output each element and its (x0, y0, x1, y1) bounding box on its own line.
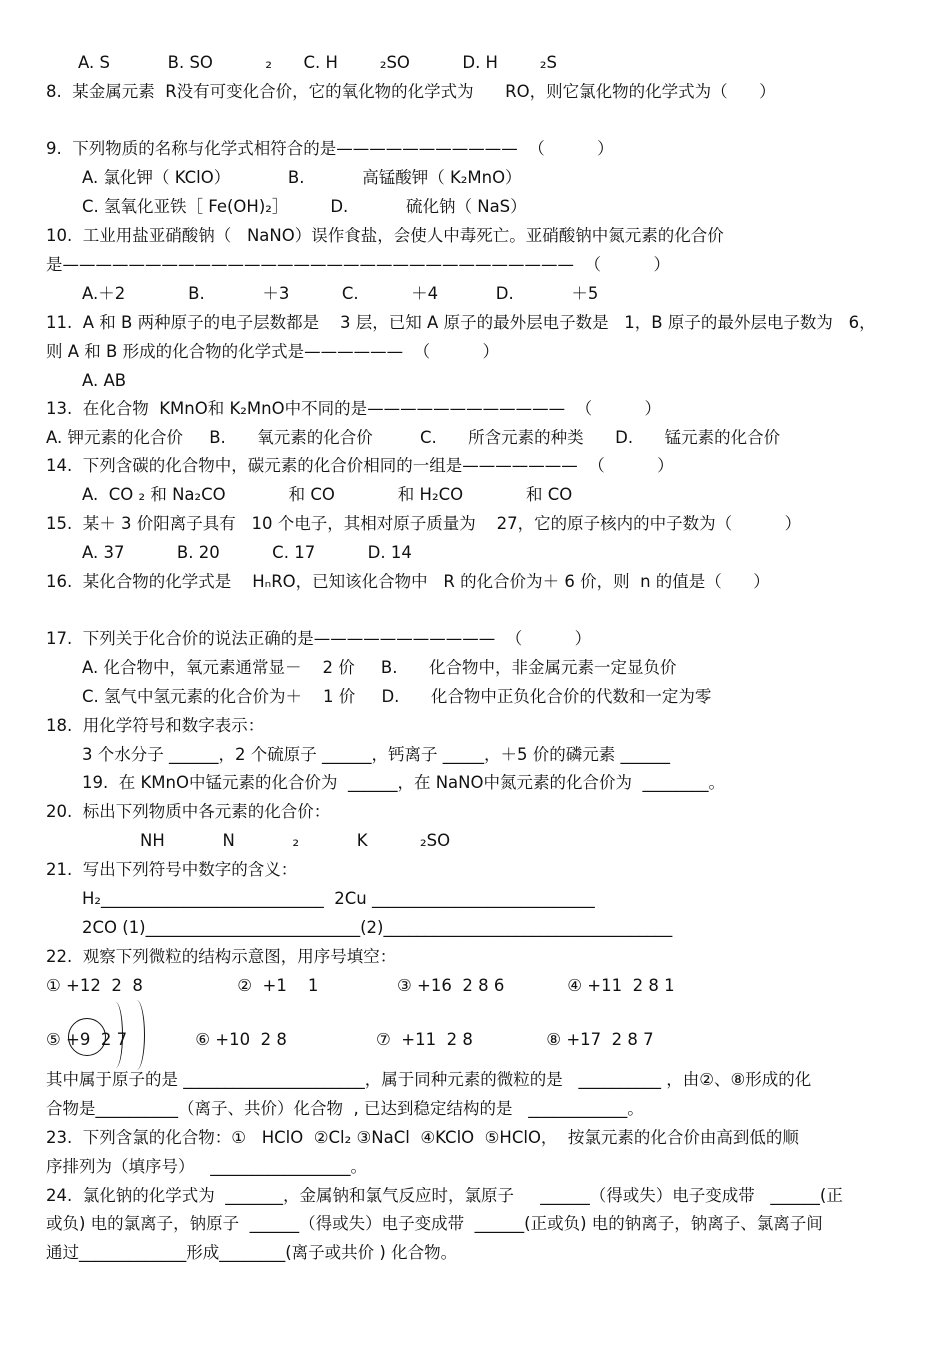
q24-stem: 24. 氯化钠的化学式为 _______，金属钠和氯气反应时，氯原子 ______（得或失）电子变成带 ______(正 (46, 1186, 843, 1205)
q18-blanks: 3 个水分子 ______，2 个硫原子 ______，钙离子 _____，＋5 价的磷元素 ______ (82, 745, 670, 764)
q13-stem: 13. 在化合物 KMnO和 K₂MnO中不同的是———————————— （ ） (46, 399, 662, 418)
q21-stem: 21. 写出下列符号中数字的含义： (46, 860, 298, 879)
q23-stem-cont: 序排列为（填序号） _________________。 (46, 1157, 367, 1176)
q21-line2: 2CO (1)__________________________(2)___________________________________ (82, 918, 673, 937)
q10-stem: 10. 工业用盐亚硝酸钠（ NaNO）误作食盐，会使人中毒死亡。亚硝酸钠中氮元素的化合价 (46, 226, 724, 245)
q23-stem: 23. 下列含氯的化合物：① HClO ②Cl₂ ③NaCl ④KClO ⑤HClO， 按氯元素的化合价由高到低的顺 (46, 1128, 799, 1147)
q22-questions-cont: 合物是__________（离子、共价）化合物 , 已达到稳定结构的是 ____________。 (46, 1099, 644, 1118)
q19-stem: 19. 在 KMnO中锰元素的化合价为 ______，在 NaNO中氮元素的化合价为 ________。 (82, 773, 725, 792)
q9-options-cd: C. 氢氧化亚铁［ Fe(OH)₂］ D. 硫化钠（ NaS） (82, 197, 527, 216)
q22-particles-row2: ⑤ +9 2 7 ⑥ +10 2 8 ⑦ +11 2 8 ⑧ +17 2 8 7 (46, 1030, 654, 1049)
q15-options: A. 37 B. 20 C. 17 D. 14 (82, 543, 412, 562)
q22-stem: 22. 观察下列微粒的结构示意图，用序号填空： (46, 947, 397, 966)
q24-stem-end: 通过_____________形成________(离子或共价 ) 化合物。 (46, 1243, 458, 1262)
q14-options: A. CO ₂ 和 Na₂CO 和 CO 和 H₂CO 和 CO (82, 485, 573, 504)
q17-stem: 17. 下列关于化合价的说法正确的是——————————— （ ） (46, 629, 592, 648)
q17-options-ab: A. 化合物中，氧元素通常显－ 2 价 B. 化合物中，非金属元素一定显负价 (82, 658, 677, 677)
q18-stem: 18. 用化学符号和数字表示： (46, 716, 265, 735)
q21-line1: H₂___________________________ 2Cu ___________________________ (82, 889, 595, 908)
q20-formulas: NH N ₂ K ₂SO (140, 831, 451, 850)
q15-stem: 15. 某＋ 3 价阳离子具有 10 个电子，其相对原子质量为 27，它的原子核内的中子数为（ ） (46, 514, 802, 533)
q22-particles-row1: ① +12 2 8 ② +1 1 ③ +16 2 8 6 ④ +11 2 8 1 (46, 976, 675, 995)
q8-stem: 8. 某金属元素 R没有可变化合价，它的氧化物的化学式为 RO，则它氯化物的化学式为（ ） (46, 82, 776, 101)
q11-stem-cont: 则 A 和 B 形成的化合物的化学式是—————— （ ） (46, 342, 500, 361)
q10-options: A.＋2 B. ＋3 C. ＋4 D. ＋5 (82, 284, 599, 303)
q24-stem-cont: 或负) 电的氯离子，钠原子 ______（得或失）电子变成带 ______(正或负) 电的钠离子，钠离子、氯离子间 (46, 1214, 823, 1233)
q11-stem: 11. A 和 B 两种原子的电子层数都是 3 层，已知 A 原子的最外层电子数是 1，B 原子的最外层电子数为 6， (46, 313, 876, 332)
q10-stem-cont: 是——————————————————————————————— （ ） (46, 255, 670, 274)
q22-questions: 其中属于原子的是 ______________________，属于同种元素的微粒的是 __________ ，由②、⑧形成的化 (46, 1070, 812, 1089)
q17-options-cd: C. 氢气中氢元素的化合价为＋ 1 价 D. 化合物中正负化合价的代数和一定为零 (82, 687, 712, 706)
q7-options: A. S B. SO ₂ C. H ₂SO D. H ₂S (78, 53, 558, 72)
q9-options-ab: A. 氯化钾（ KClO） B. 高锰酸钾（ K₂MnO） (82, 168, 522, 187)
q16-stem: 16. 某化合物的化学式是 HₙRO，已知该化合物中 R 的化合价为＋ 6 价，则 n 的值是（ ） (46, 572, 770, 591)
q11-option-a: A. AB (82, 371, 127, 390)
q9-stem: 9. 下列物质的名称与化学式相符合的是——————————— （ ） (46, 139, 614, 158)
q13-options: A. 钾元素的化合价 B. 氧元素的化合价 C. 所含元素的种类 D. 锰元素的化合价 (46, 428, 781, 447)
q20-stem: 20. 标出下列物质中各元素的化合价： (46, 802, 331, 821)
q14-stem: 14. 下列含碳的化合物中，碳元素的化合价相同的一组是——————— （ ） (46, 456, 674, 475)
